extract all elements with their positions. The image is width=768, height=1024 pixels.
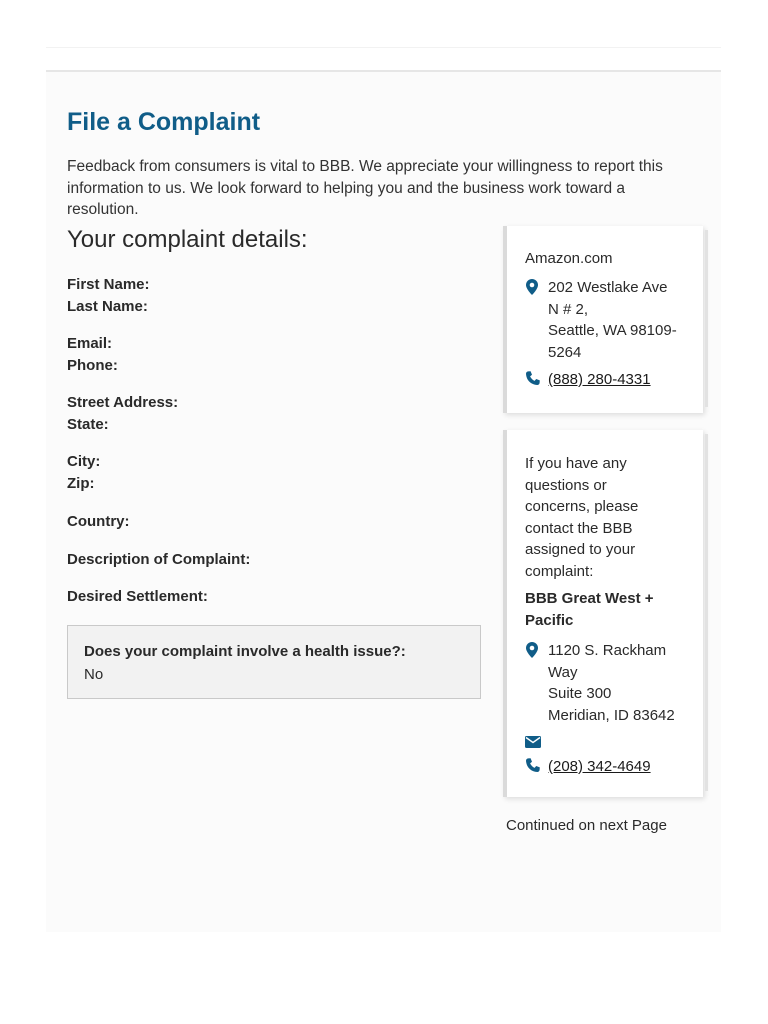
intro-line-2: information to us. We look forward to helping you and the business work toward a	[67, 179, 626, 197]
business-address-line-3: Seattle, WA 98109-	[548, 322, 677, 339]
bbb-address-line-1: 1120 S. Rackham	[548, 642, 667, 659]
bbb-address	[525, 640, 695, 728]
business-phone-row	[525, 369, 695, 391]
business-address-line-1: 202 Westlake Ave	[548, 279, 668, 296]
map-pin-icon	[525, 279, 539, 295]
intro-line-3: resolution.	[67, 201, 139, 218]
prompt-line-6: complaint:	[525, 562, 594, 580]
health-answer: No	[84, 666, 104, 683]
top-bar	[46, 0, 721, 72]
description-label: Description of Complaint:	[67, 551, 251, 568]
intro-text	[67, 156, 697, 221]
office-name-line-2: Pacific	[525, 611, 574, 629]
health-question: Does your complaint involve a health issue?:	[84, 643, 406, 660]
bbb-address-line-3: Suite 300	[548, 685, 612, 702]
prompt-line-4: contact the BBB	[525, 519, 633, 537]
bbb-contact-prompt	[525, 453, 695, 583]
phone-icon	[525, 371, 541, 386]
office-name-line-1: BBB Great West +	[525, 590, 654, 607]
page-title: File a Complaint	[67, 108, 261, 136]
street-address-label: Street Address:	[67, 394, 179, 411]
business-name: Amazon.com	[525, 250, 613, 267]
business-card	[503, 226, 703, 413]
bbb-contact-card	[503, 430, 703, 797]
bbb-address-line-4: Meridian, ID 83642	[548, 706, 675, 724]
prompt-line-5: assigned to your	[525, 541, 636, 558]
map-pin-icon	[525, 642, 539, 658]
bbb-office-name	[525, 588, 695, 632]
health-issue-box	[67, 625, 481, 699]
country-label: Country:	[67, 513, 130, 530]
prompt-line-1: If you have any	[525, 455, 627, 472]
email-label: Email:	[67, 335, 113, 352]
business-address-line-4: 5264	[548, 343, 582, 361]
state-label: State:	[67, 416, 109, 433]
details-heading: Your complaint details:	[67, 226, 308, 253]
prompt-line-3: concerns, please	[525, 498, 639, 515]
phone-icon	[525, 758, 541, 773]
desired-settlement-label: Desired Settlement:	[67, 588, 208, 605]
first-name-label: First Name:	[67, 276, 150, 293]
prompt-line-2: questions or	[525, 476, 607, 494]
zip-label: Zip:	[67, 475, 95, 492]
bbb-email-row[interactable]	[525, 734, 695, 752]
business-address-line-2: N # 2,	[548, 300, 589, 318]
continued-note: Continued on next Page	[506, 817, 667, 834]
city-label: City:	[67, 453, 101, 470]
bbb-phone-link[interactable]: (208) 342-4649	[548, 758, 651, 775]
bbb-phone-row	[525, 756, 695, 778]
bbb-address-line-2: Way	[548, 663, 578, 681]
envelope-icon[interactable]	[525, 736, 541, 748]
business-phone-link[interactable]: (888) 280-4331	[548, 371, 651, 388]
phone-label: Phone:	[67, 357, 118, 374]
intro-line-1: Feedback from consumers is vital to BBB. We appreciate your willingness to report this	[67, 158, 663, 175]
business-address	[525, 277, 695, 365]
last-name-label: Last Name:	[67, 298, 148, 315]
